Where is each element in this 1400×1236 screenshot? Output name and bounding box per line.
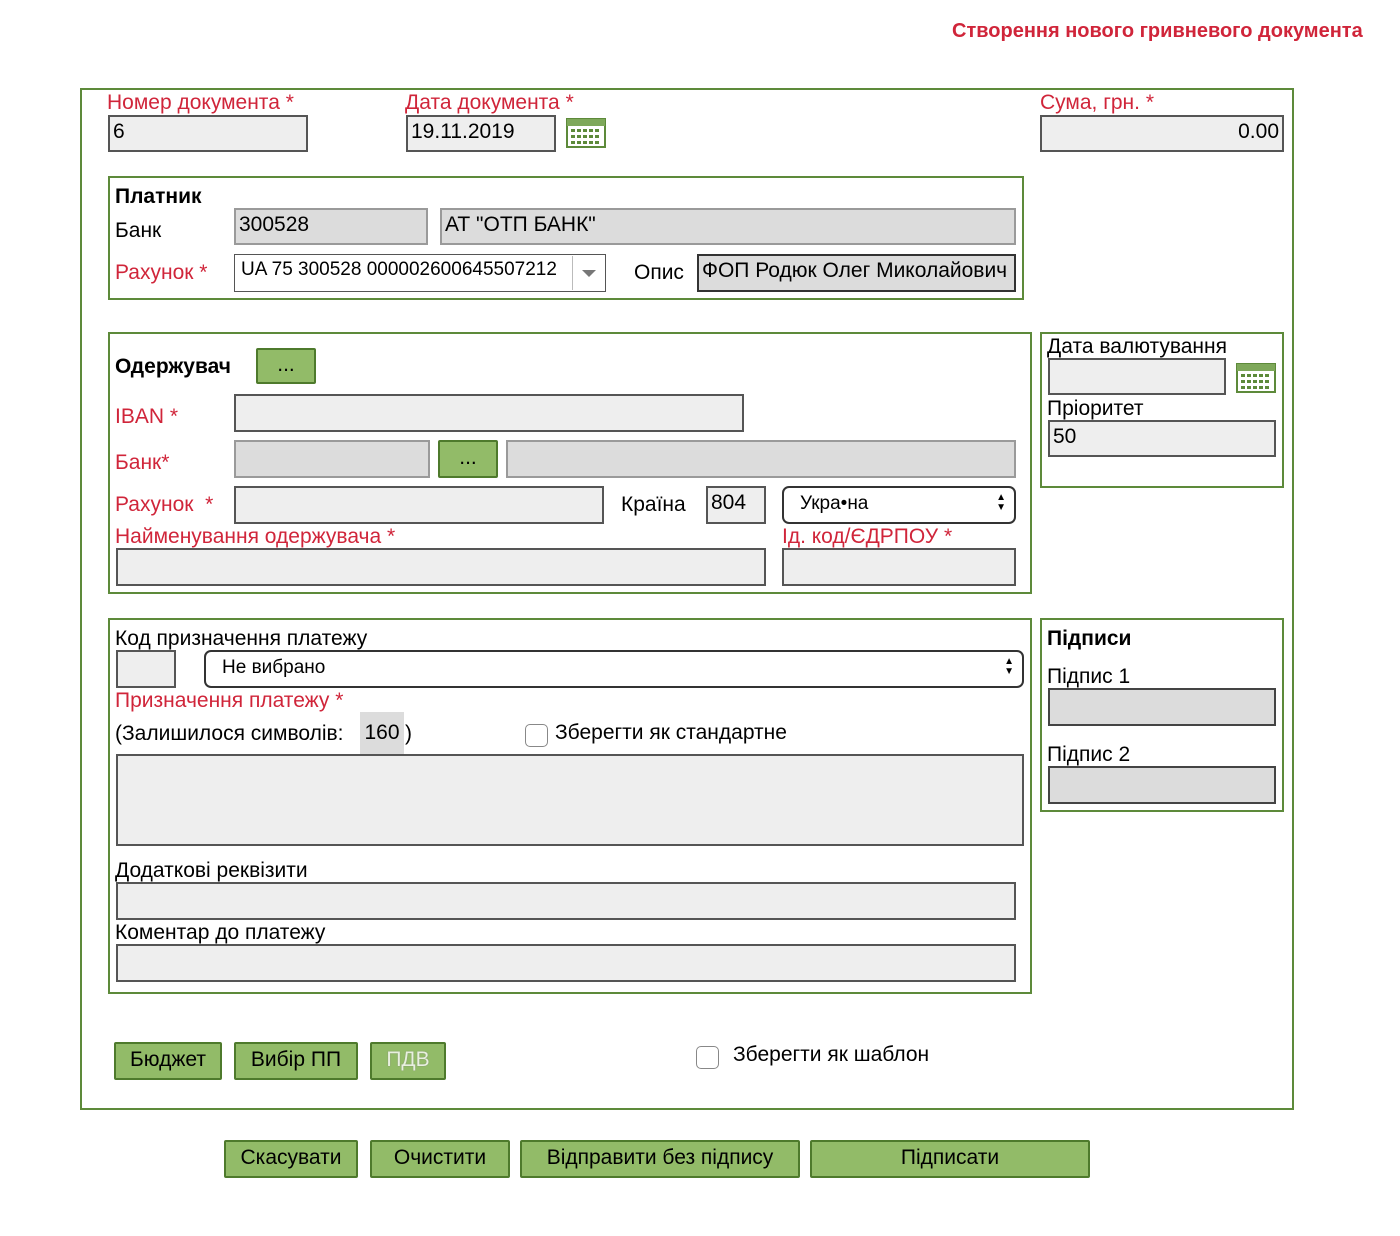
extra-details-label: Додаткові реквізити	[115, 859, 308, 882]
chevron-down-icon	[573, 256, 605, 290]
send-unsigned-button[interactable]: Відправити без підпису	[520, 1140, 800, 1178]
purpose-code-label: Код призначення платежу	[115, 627, 368, 650]
country-select-value: Укра•на	[800, 493, 869, 514]
save-standard-checkbox[interactable]	[525, 724, 548, 747]
country-code-field[interactable]: 804	[706, 486, 766, 524]
tax-id-field[interactable]	[782, 548, 1016, 586]
comment-field[interactable]	[116, 944, 1016, 982]
payer-description-label: Опис	[634, 261, 684, 284]
priority-label: Пріоритет	[1047, 397, 1144, 420]
payer-description-field: ФОП Родюк Олег Миколайович	[697, 254, 1016, 292]
purpose-code-select[interactable]	[204, 650, 1024, 688]
value-date-label: Дата валютування	[1047, 335, 1227, 358]
signatures-title: Підписи	[1047, 627, 1132, 650]
comment-label: Коментар до платежу	[115, 921, 326, 944]
recipient-name-field[interactable]	[116, 548, 766, 586]
iban-label: IBAN *	[115, 405, 179, 428]
page-title: Створення нового гривневого документа	[952, 20, 1363, 42]
recipient-title: Одержувач	[115, 355, 231, 378]
purpose-textarea[interactable]	[116, 754, 1024, 846]
recipient-bank-name-field	[506, 440, 1016, 478]
purpose-code-field[interactable]	[116, 650, 176, 688]
priority-field[interactable]: 50	[1048, 420, 1276, 457]
save-template-label: Зберегти як шаблон	[733, 1043, 930, 1066]
payer-account-value: UA 75 300528 000002600645507212	[241, 259, 557, 280]
calendar-icon[interactable]	[566, 116, 606, 148]
country-label: Країна	[621, 493, 686, 516]
iban-field[interactable]	[234, 394, 744, 432]
recipient-picker-button[interactable]: ...	[256, 348, 316, 384]
recipient-bank-picker-button[interactable]: ...	[438, 440, 498, 478]
doc-number-label: Номер документа *	[107, 91, 294, 114]
select-arrows-icon: ▲ ▼	[996, 492, 1006, 513]
doc-date-label: Дата документа *	[405, 91, 574, 114]
payer-bank-name-field: АТ "ОТП БАНК"	[440, 208, 1016, 245]
sign-button[interactable]: Підписати	[810, 1140, 1090, 1178]
remaining-chars-count: 160	[360, 712, 404, 754]
payer-account-label: Рахунок *	[115, 261, 208, 284]
signature-2-label: Підпис 2	[1047, 743, 1131, 766]
sum-field[interactable]: 0.00	[1040, 115, 1284, 152]
select-arrows-icon: ▲ ▼	[1004, 656, 1014, 677]
country-select[interactable]	[782, 486, 1016, 524]
tax-id-label: Ід. код/ЄДРПОУ *	[782, 525, 953, 548]
choose-pp-button[interactable]: Вибір ПП	[234, 1042, 358, 1080]
payer-bank-label: Банк	[115, 219, 162, 242]
doc-number-field[interactable]: 6	[108, 115, 308, 152]
clear-button[interactable]: Очистити	[370, 1140, 510, 1178]
sum-label: Сума, грн. *	[1040, 91, 1155, 114]
calendar-icon[interactable]	[1236, 361, 1276, 393]
budget-button[interactable]: Бюджет	[114, 1042, 222, 1080]
recipient-account-label: Рахунок *	[115, 493, 214, 516]
signature-1-label: Підпис 1	[1047, 665, 1131, 688]
remaining-chars-suffix: )	[405, 722, 412, 745]
signature-1-field	[1048, 688, 1276, 726]
recipient-account-field[interactable]	[234, 486, 604, 524]
payer-account-dropdown[interactable]	[572, 256, 604, 290]
purpose-label: Призначення платежу *	[115, 689, 344, 712]
remaining-chars-prefix: (Залишилося символів:	[115, 722, 344, 745]
payer-account-select[interactable]	[234, 254, 606, 292]
purpose-code-select-value: Не вибрано	[222, 657, 326, 678]
save-template-checkbox[interactable]	[696, 1046, 719, 1069]
extra-details-field[interactable]	[116, 882, 1016, 920]
recipient-name-label: Найменування одержувача *	[115, 525, 396, 548]
doc-date-field[interactable]: 19.11.2019	[406, 115, 556, 152]
save-standard-label: Зберегти як стандартне	[555, 721, 787, 744]
value-date-field[interactable]	[1048, 358, 1226, 395]
recipient-bank-code-field	[234, 440, 430, 478]
payer-bank-code-field: 300528	[234, 208, 428, 245]
signature-2-field	[1048, 766, 1276, 804]
recipient-bank-label: Банк*	[115, 451, 170, 474]
payer-title: Платник	[115, 185, 202, 208]
vat-button[interactable]: ПДВ	[370, 1042, 446, 1080]
cancel-button[interactable]: Скасувати	[224, 1140, 358, 1178]
